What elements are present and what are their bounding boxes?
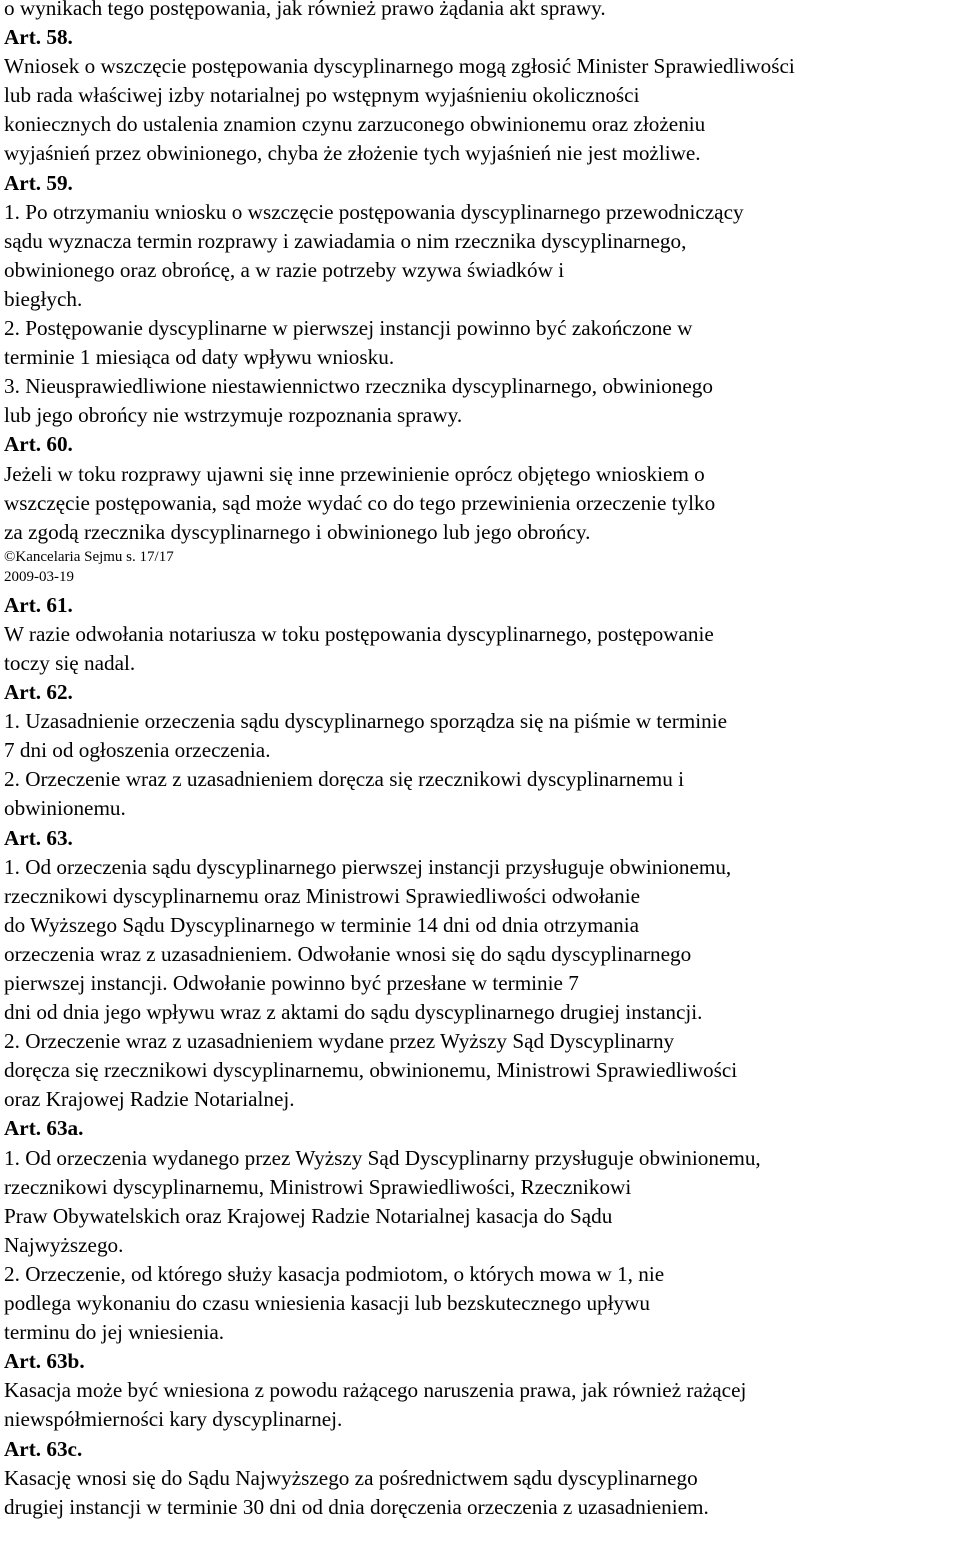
text-line: wyjaśnień przez obwinionego, chyba że złożenie tych wyjaśnień nie jest możliwe. xyxy=(4,141,701,166)
article-heading-60: Art. 60. xyxy=(4,432,73,457)
text-line: terminie 1 miesiąca od daty wpływu wniosku. xyxy=(4,345,395,370)
text-line: Wniosek o wszczęcie postępowania dyscyplinarnego mogą zgłosić Minister Sprawiedliwości xyxy=(4,54,795,79)
text-line: pierwszej instancji. Odwołanie powinno być przesłane w terminie 7 xyxy=(4,971,579,995)
copyright-footer: ©Kancelaria Sejmu s. 17/17 xyxy=(4,548,174,565)
text-line: drugiej instancji w terminie 30 dni od dnia doręczenia orzeczenia z uzasadnieniem. xyxy=(4,1494,709,1519)
text-line: toczy się nadal. xyxy=(4,650,136,675)
text-line: sądu wyznacza termin rozprawy i zawiadamia o nim rzecznika dyscyplinarnego, xyxy=(4,228,687,253)
article-heading-61: Art. 61. xyxy=(4,592,73,617)
text-line: 7 dni od ogłoszenia orzeczenia. xyxy=(4,738,271,763)
text-line: lub jego obrońcy nie wstrzymuje rozpoznania sprawy. xyxy=(4,403,463,428)
article-heading-62: Art. 62. xyxy=(4,680,73,705)
text-line: 1. Uzasadnienie orzeczenia sądu dyscyplinarnego sporządza się na piśmie w terminie xyxy=(4,709,728,734)
text-line: o wynikach tego postępowania, jak również prawo żądania akt sprawy. xyxy=(4,0,606,20)
article-heading-58: Art. 58. xyxy=(4,25,73,50)
text-line: Kasację wnosi się do Sądu Najwyższego za pośrednictwem sądu dyscyplinarnego xyxy=(4,1465,698,1490)
text-line: Najwyższego. xyxy=(4,1232,124,1257)
article-heading-63c: Art. 63c. xyxy=(4,1436,83,1461)
text-line: 1. Od orzeczenia wydanego przez Wyższy Sąd Dyscyplinarny przysługuje obwinionemu, xyxy=(4,1145,761,1170)
text-line: Kasacja może być wniesiona z powodu rażącego naruszenia prawa, jak również rażącej xyxy=(4,1378,747,1403)
text-line: 2. Orzeczenie wraz z uzasadnieniem wydane przez Wyższy Sąd Dyscyplinarny xyxy=(4,1029,675,1054)
text-line: podlega wykonaniu do czasu wniesienia kasacji lub bezskutecznego upływu xyxy=(4,1291,651,1316)
article-heading-63: Art. 63. xyxy=(4,825,73,850)
text-line: Jeżeli w toku rozprawy ujawni się inne przewinienie oprócz objętego wnioskiem o xyxy=(4,461,705,486)
text-line: niewspółmierności kary dyscyplinarnej. xyxy=(4,1407,343,1432)
text-line: rzecznikowi dyscyplinarnemu oraz Ministrowi Sprawiedliwości odwołanie xyxy=(4,883,641,908)
text-line: oraz Krajowej Radzie Notarialnej. xyxy=(4,1087,295,1112)
text-line: biegłych. xyxy=(4,286,83,311)
text-line: lub rada właściwej izby notarialnej po wstępnym wyjaśnieniu okoliczności xyxy=(4,83,640,108)
text-line: 3. Nieusprawiedliwione niestawiennictwo rzecznika dyscyplinarnego, obwinionego xyxy=(4,374,713,399)
text-line: obwinionego oraz obrońcę, a w razie potrzeby wzywa świadków i xyxy=(4,257,565,282)
article-heading-63a: Art. 63a. xyxy=(4,1116,84,1141)
article-heading-59: Art. 59. xyxy=(4,170,73,195)
text-line: dni od dnia jego wpływu wraz z aktami do sądu dyscyplinarnego drugiej instancji. xyxy=(4,1000,703,1025)
text-line: koniecznych do ustalenia znamion czynu zarzuconego obwinionemu oraz złożeniu xyxy=(4,112,706,137)
text-line: wszczęcie postępowania, sąd może wydać co do tego przewinienia orzeczenie tylko xyxy=(4,490,716,515)
text-line: 1. Od orzeczenia sądu dyscyplinarnego pierwszej instancji przysługuje obwinionemu, xyxy=(4,854,732,879)
text-line: 2. Orzeczenie, od którego służy kasacja podmiotom, o których mowa w 1, nie xyxy=(4,1261,665,1286)
text-line: Praw Obywatelskich oraz Krajowej Radzie Notarialnej kasacja do Sądu xyxy=(4,1203,613,1228)
text-line: terminu do jej wniesienia. xyxy=(4,1320,225,1345)
text-line: za zgodą rzecznika dyscyplinarnego i obwinionego lub jego obrońcy. xyxy=(4,519,591,544)
text-line: orzeczenia wraz z uzasadnieniem. Odwołanie wnosi się do sądu dyscyplinarnego xyxy=(4,941,692,966)
text-line: obwinionemu. xyxy=(4,796,126,821)
text-line: rzecznikowi dyscyplinarnemu, Ministrowi Sprawiedliwości, Rzecznikowi xyxy=(4,1174,632,1199)
text-line: 2. Orzeczenie wraz z uzasadnieniem doręcza się rzecznikowi dyscyplinarnemu i xyxy=(4,767,685,792)
text-line: W razie odwołania notariusza w toku postępowania dyscyplinarnego, postępowanie xyxy=(4,621,714,646)
text-line: do Wyższego Sądu Dyscyplinarnego w terminie 14 dni od dnia otrzymania xyxy=(4,912,639,937)
article-heading-63b: Art. 63b. xyxy=(4,1349,85,1374)
document-date: 2009-03-19 xyxy=(4,568,74,585)
text-line: doręcza się rzecznikowi dyscyplinarnemu, obwinionemu, Ministrowi Sprawiedliwości xyxy=(4,1058,738,1083)
text-line: 2. Postępowanie dyscyplinarne w pierwszej instancji powinno być zakończone w xyxy=(4,316,693,341)
text-line: 1. Po otrzymaniu wniosku o wszczęcie postępowania dyscyplinarnego przewodniczący xyxy=(4,199,744,224)
